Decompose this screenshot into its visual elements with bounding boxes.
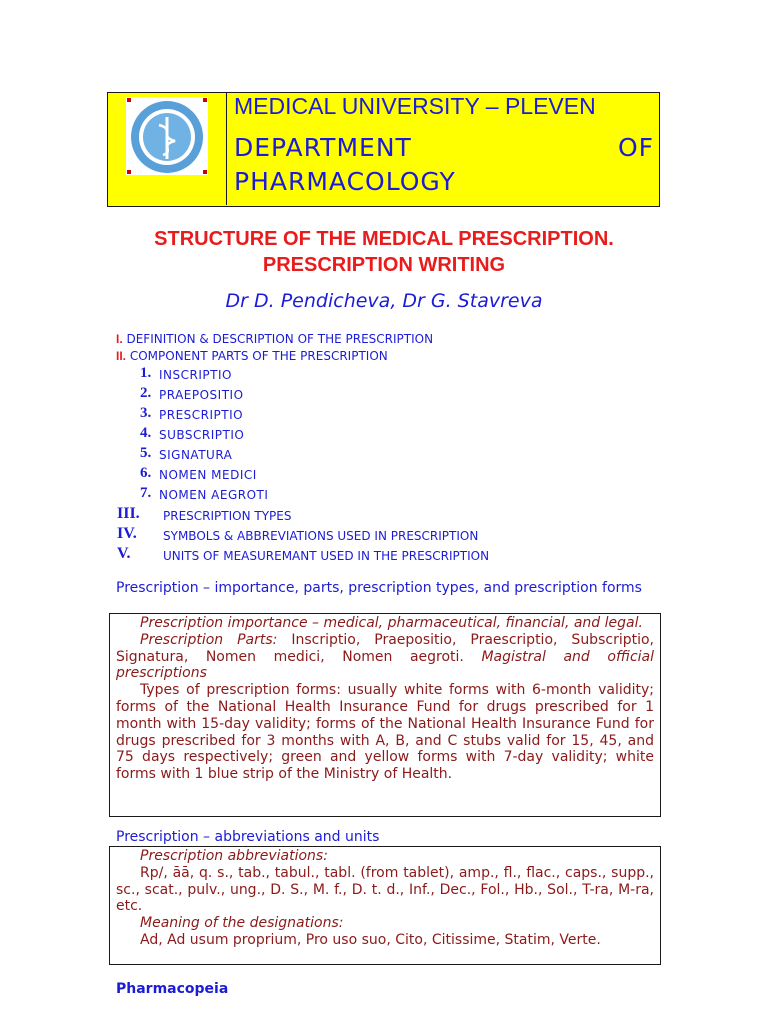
- toc-item-i-num: I.: [116, 332, 123, 346]
- section-label: SYMBOLS & ABBREVIATIONS USED IN PRESCRIPTION: [163, 529, 479, 543]
- part-label: INSCRIPTIO: [159, 368, 232, 382]
- header-box: [107, 92, 660, 207]
- section-heading: Prescription – importance, parts, prescription types, and prescription forms: [116, 580, 642, 596]
- section-heading: Prescription – abbreviations and units: [116, 829, 380, 845]
- abbr-label: Prescription abbreviations:: [140, 848, 328, 864]
- toc-item-ii-num: II.: [116, 349, 127, 363]
- meaning-text: Ad, Ad usum proprium, Pro uso suo, Cito, Citissime, Statim, Verte.: [140, 931, 601, 948]
- part-label: PRESCRIPTIO: [159, 408, 244, 422]
- part-label: NOMEN AEGROTI: [159, 488, 269, 502]
- page-subtitle: PRESCRIPTION WRITING: [262, 254, 506, 276]
- part-num: 2.: [140, 385, 152, 401]
- part-num: 4.: [140, 425, 152, 441]
- section-num: V.: [117, 545, 131, 562]
- section-num: IV.: [117, 525, 137, 542]
- part-label: NOMEN MEDICI: [159, 468, 257, 482]
- part-num: 6.: [140, 465, 152, 481]
- abbreviations-box: [109, 846, 661, 965]
- parts-label: Prescription Parts:: [140, 631, 278, 648]
- importance-text: Prescription importance – medical, pharmaceutical, financial, and legal.: [140, 615, 643, 631]
- magistral-text: Magistral and official prescriptions: [116, 648, 654, 682]
- part-label: PRAEPOSITIO: [159, 388, 244, 402]
- part-label: SUBSCRIPTIO: [159, 428, 245, 442]
- parts-paragraph: [116, 632, 654, 682]
- abbr-text: Rp/, āā, q. s., tab., tabul., tabl. (from tablet), amp., fl., flac., caps., supp., sc., scat., pulv., ung., D. S., M. f., D. t. d., Inf., Dec., Fol., Hb., Sol., T-ra, M-ra, etc.: [116, 864, 654, 915]
- department-line: [234, 133, 654, 162]
- part-num: 5.: [140, 445, 152, 461]
- part-label: SIGNATURA: [159, 448, 233, 462]
- prescription-info-box: [109, 613, 661, 817]
- authors: Dr D. Pendicheva, Dr G. Stavreva: [225, 290, 543, 312]
- university-seal-icon: [126, 97, 208, 175]
- toc-item-i-text: DEFINITION & DESCRIPTION OF THE PRESCRIPTION: [122, 332, 434, 346]
- part-num: 1.: [140, 365, 152, 381]
- university-name: MEDICAL UNIVERSITY – PLEVEN: [234, 93, 596, 119]
- part-num: 3.: [140, 405, 152, 421]
- part-num: 7.: [140, 485, 152, 501]
- parts-text: Inscriptio, Praepositio, Praescriptio, Subscriptio, Signatura, Nomen medici, Nomen aegroti.: [116, 631, 654, 665]
- toc-item-i: [116, 332, 433, 346]
- department-name: PHARMACOLOGY: [234, 167, 456, 196]
- of-word: OF: [617, 133, 654, 162]
- section-num: III.: [117, 505, 140, 522]
- types-text: Types of prescription forms: usually white forms with 6-month validity; forms of the National Health Insurance Fund for drugs prescribed for 1 month with 15-day validity; forms of the National Health Insurance Fund for drugs prescribed for 3 months with A, B, and C stubs valid for 15, 45, and 75 days respectively; green and yellow forms with 7-day validity; white forms with 1 blue strip of the Ministry of Health.: [116, 682, 654, 783]
- logo-cell: [108, 93, 227, 205]
- meaning-label: Meaning of the designations:: [140, 915, 344, 932]
- section-label: PRESCRIPTION TYPES: [163, 509, 292, 523]
- section-label: UNITS OF MEASUREMANT USED IN THE PRESCRIPTION: [163, 549, 490, 563]
- page-title: STRUCTURE OF THE MEDICAL PRESCRIPTION.: [154, 228, 614, 250]
- toc-item-ii: [116, 349, 388, 363]
- toc-item-ii-text: COMPONENT PARTS OF THE PRESCRIPTION: [126, 349, 388, 363]
- department-word: DEPARTMENT: [234, 133, 412, 162]
- pharmacopeia-heading: Pharmacopeia: [116, 981, 229, 997]
